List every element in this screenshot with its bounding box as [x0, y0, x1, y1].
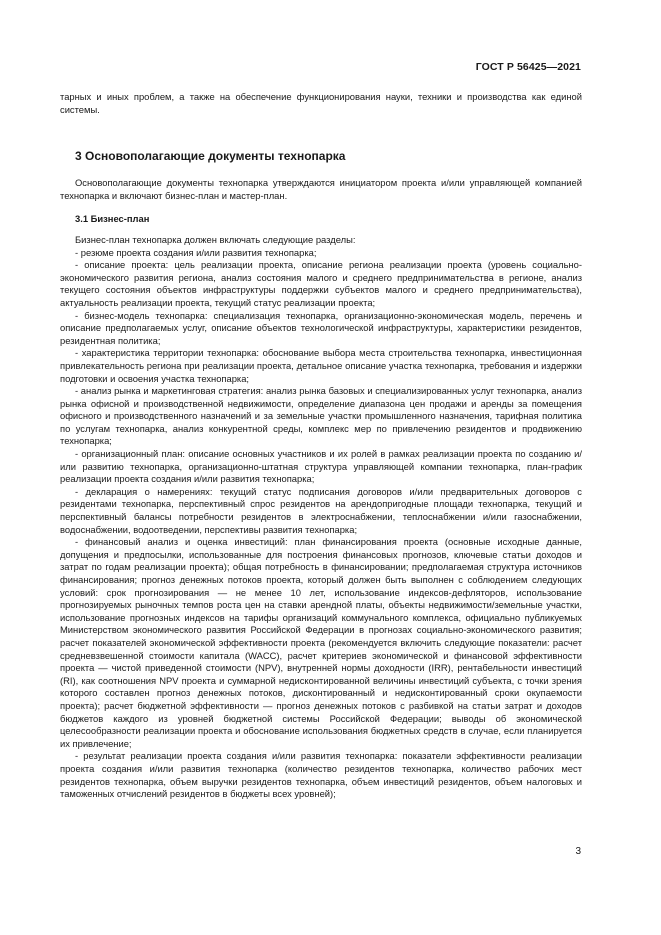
- list-item: - описание проекта: цель реализации проекта, описание региона реализации проекта (уровень социально-экономического развития региона, анализ состояния малого и среднего предпринимательства в регионе, анализ текущего состояния объектов инфраструктуры поддержки субъектов малого и среднего предпринимательства), актуальность реализации проекта, текущий статус реализации проекта;: [60, 259, 582, 308]
- subsection-title: 3.1 Бизнес-план: [75, 213, 150, 225]
- list-item: - финансовый анализ и оценка инвестиций: план финансирования проекта (основные исходные данные, допущения и предпосылки, использованные для построения финансовых прогнозов, ключевые статьи доходов и затрат по годам реализации проекта); общая потребность в финансировании; предполагаемая структура источников финансирования; прогноз денежных потоков проекта, который должен быть выполнен с соблюдением следующих условий: срок прогнозирования — не менее 10 лет, использование индексов-дефляторов, использование прогнозируемых рыночных темпов роста цен на ставки арендной платы, объекты недвижимости/земельные участки, использование прогнозных индексов на тарифы организаций коммунального комплекса, официально публикуемых Министерством экономического развития Российской Федерации в прогнозах социально-экономического развития; расчет показателей экономической эффективности проекта (рекомендуется включить следующие показатели: расчет средневзвешенной стоимости капитала (WACC), расчет критериев экономической и финансовой эффективности проекта — чистой приведенной стоимости (NPV), внутренней нормы доходности (IRR), рентабельности инвестиций (RI), как соотношения NPV проекта и суммарной недисконтированной величины инвестиций субъекта, с точки зрения которого составлен прогноз денежных потоков, дисконтированный и недисконтированный сроки окупаемости проекта); расчет бюджетной эффективности — прогноз денежных потоков с разбивкой на статьи затрат и доходов бюджетов каждого из уровней бюджетной системы Российской Федерации; выводы об экономической целесообразности реализации проекта и обоснование использования бюджетных средств в случае, если планируется их привлечение;: [60, 536, 582, 749]
- list-item: - результат реализации проекта создания и/или развития технопарка: показатели эффективности реализации проекта создания и/или развития технопарка (количество резидентов технопарка, количество рабочих мест резидентов технопарка, объем выручки резидентов технопарка, объем инвестиций резидентов, объем налоговых и таможенных отчислений резидентов в бюджеты всех уровней);: [60, 750, 582, 800]
- section-title: 3 Основополагающие документы технопарка: [75, 149, 346, 164]
- page-content: [60, 91, 582, 801]
- subsection-intro: Бизнес-план технопарка должен включать следующие разделы:: [75, 233, 356, 245]
- intro-paragraph: тарных и иных проблем, а также на обеспечение функционирования науки, техники и производства как единой системы.: [60, 91, 582, 115]
- list-item: - характеристика территории технопарка: обоснование выбора места строительства технопарка, инвестиционная привлекательность региона при реализации проекта, детальное описание участка технопарка, требования и издержки подготовки и освоения участка технопарка;: [60, 347, 582, 384]
- list-item: - декларация о намерениях: текущий статус подписания договоров и/или предварительных договоров с резидентами технопарка, перспективный спрос резидентов на арендопригодные площади технопарка, текущий и перспективный балансы потребности резидентов в электроснабжении, теплоснабжении и/или газоснабжении, водоснабжении, водоотведении, перспективы развития технопарка;: [60, 485, 582, 535]
- list-item: - бизнес-модель технопарка: специализация технопарка, организационно-экономическая модель, перечень и описание предполагаемых услуг, описание объектов технологической инфраструктуры, характеристики резидентов, резидентная политика;: [60, 309, 582, 346]
- standard-number: ГОСТ Р 56425—2021: [475, 61, 581, 73]
- list-item: - анализ рынка и маркетинговая стратегия: анализ рынка базовых и специализированных услуг технопарка, анализ рынка офисной и производственной недвижимости, определение диапазона цен продажи и аренды за помещения офисного и производственного назначений и за земельные участки промышленного назначения, тарифная политика по услугам технопарка, анализ конкурентной среды, комплекс мер по привлечению резидентов и продвижению технопарка;: [60, 385, 582, 447]
- list-item: - резюме проекта создания и/или развития технопарка;: [75, 246, 317, 258]
- section-lead: Основополагающие документы технопарка утверждаются инициатором проекта и/или управляющей компанией технопарка и включают бизнес-план и мастер-план.: [60, 177, 582, 201]
- page-number: 3: [575, 846, 581, 857]
- list-item: - организационный план: описание основных участников и их ролей в рамках реализации проекта по созданию и/или развитию технопарка, организационно-штатная структура управляющей компании технопарка, план-график реализации проекта создания и/или развития технопарка;: [60, 448, 582, 485]
